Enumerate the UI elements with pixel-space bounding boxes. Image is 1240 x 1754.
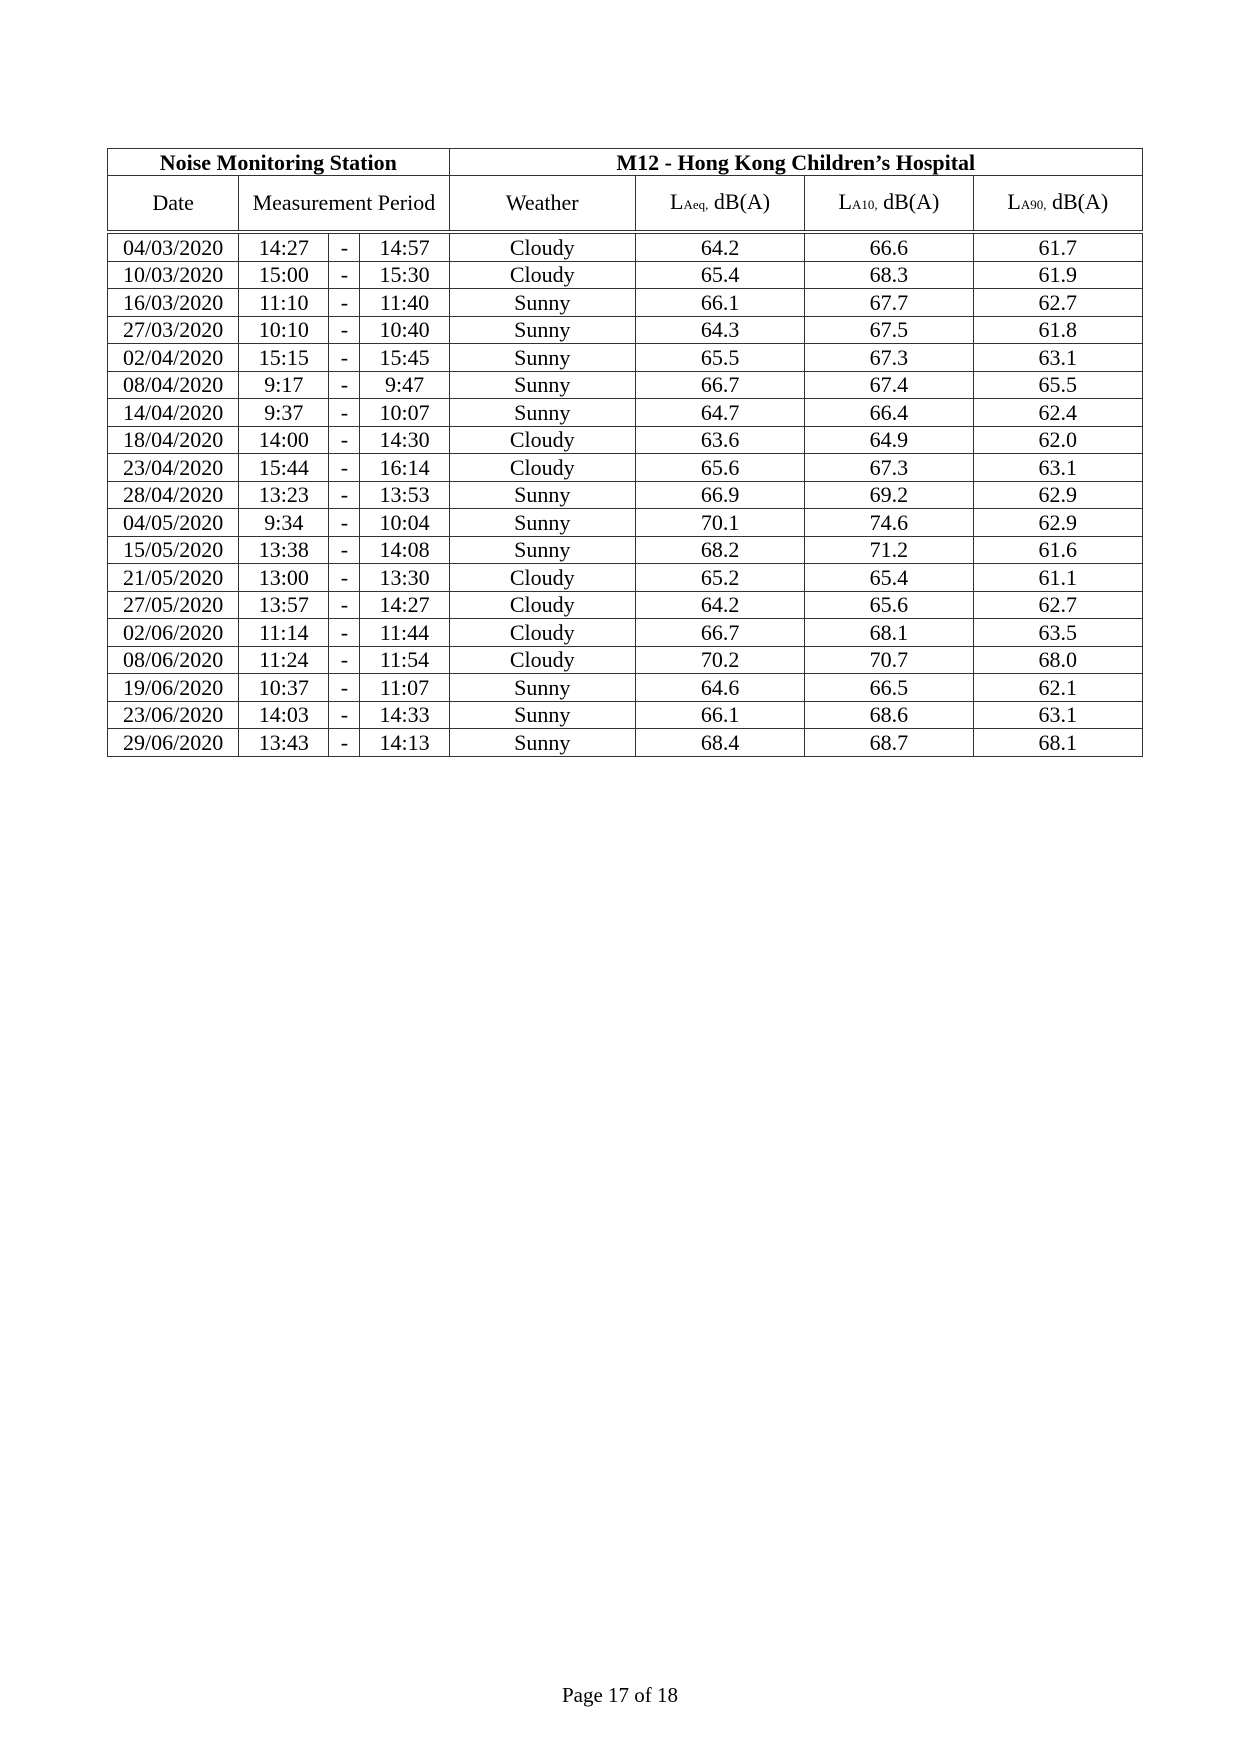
date-header: Date <box>108 176 239 233</box>
date-cell: 08/06/2020 <box>108 646 239 674</box>
weather-cell: Cloudy <box>449 564 635 592</box>
end-time-cell: 10:04 <box>360 509 449 537</box>
table-row <box>108 536 1143 564</box>
station-label: Noise Monitoring Station <box>108 149 450 176</box>
dash-cell: - <box>329 344 360 372</box>
laeq-cell: 66.9 <box>635 481 804 509</box>
start-time-cell: 13:57 <box>239 591 329 619</box>
dash-cell: - <box>329 289 360 317</box>
date-cell: 23/06/2020 <box>108 701 239 729</box>
end-time-cell: 14:27 <box>360 591 449 619</box>
la10-cell: 65.4 <box>805 564 973 592</box>
weather-cell: Sunny <box>449 371 635 399</box>
la90-cell: 62.0 <box>973 426 1142 454</box>
dash-cell: - <box>329 591 360 619</box>
table-row <box>108 454 1143 482</box>
laeq-cell: 65.5 <box>635 344 804 372</box>
weather-cell: Sunny <box>449 509 635 537</box>
weather-cell: Sunny <box>449 399 635 427</box>
laeq-cell: 64.6 <box>635 674 804 702</box>
dash-cell: - <box>329 426 360 454</box>
la10-cell: 64.9 <box>805 426 973 454</box>
dash-cell: - <box>329 536 360 564</box>
la90-cell: 63.1 <box>973 454 1142 482</box>
laeq-cell: 65.2 <box>635 564 804 592</box>
la90-cell: 61.7 <box>973 232 1142 261</box>
weather-cell: Sunny <box>449 289 635 317</box>
date-cell: 19/06/2020 <box>108 674 239 702</box>
table-row <box>108 481 1143 509</box>
laeq-cell: 64.3 <box>635 316 804 344</box>
dash-cell: - <box>329 454 360 482</box>
weather-cell: Sunny <box>449 701 635 729</box>
start-time-cell: 14:00 <box>239 426 329 454</box>
table-row <box>108 344 1143 372</box>
start-time-cell: 15:00 <box>239 261 329 289</box>
la90-cell: 62.1 <box>973 674 1142 702</box>
la90-cell: 61.9 <box>973 261 1142 289</box>
weather-cell: Cloudy <box>449 619 635 647</box>
end-time-cell: 11:40 <box>360 289 449 317</box>
table-row <box>108 646 1143 674</box>
end-time-cell: 15:30 <box>360 261 449 289</box>
date-cell: 10/03/2020 <box>108 261 239 289</box>
weather-cell: Sunny <box>449 674 635 702</box>
la90-cell: 62.9 <box>973 509 1142 537</box>
laeq-cell: 64.2 <box>635 591 804 619</box>
end-time-cell: 14:33 <box>360 701 449 729</box>
la90-cell: 62.7 <box>973 591 1142 619</box>
end-time-cell: 11:54 <box>360 646 449 674</box>
end-time-cell: 11:07 <box>360 674 449 702</box>
date-cell: 04/03/2020 <box>108 232 239 261</box>
start-time-cell: 11:24 <box>239 646 329 674</box>
weather-cell: Sunny <box>449 481 635 509</box>
end-time-cell: 11:44 <box>360 619 449 647</box>
la10-cell: 67.3 <box>805 344 973 372</box>
start-time-cell: 13:23 <box>239 481 329 509</box>
dash-cell: - <box>329 646 360 674</box>
dash-cell: - <box>329 316 360 344</box>
date-cell: 27/05/2020 <box>108 591 239 619</box>
dash-cell: - <box>329 481 360 509</box>
start-time-cell: 13:00 <box>239 564 329 592</box>
date-cell: 18/04/2020 <box>108 426 239 454</box>
end-time-cell: 14:57 <box>360 232 449 261</box>
la90-cell: 62.9 <box>973 481 1142 509</box>
weather-cell: Cloudy <box>449 232 635 261</box>
weather-cell: Cloudy <box>449 261 635 289</box>
la90-cell: 63.1 <box>973 344 1142 372</box>
laeq-cell: 66.1 <box>635 289 804 317</box>
laeq-cell: 64.7 <box>635 399 804 427</box>
weather-header: Weather <box>449 176 635 233</box>
start-time-cell: 15:44 <box>239 454 329 482</box>
start-time-cell: 15:15 <box>239 344 329 372</box>
la10-cell: 71.2 <box>805 536 973 564</box>
la90-header: LA90, dB(A) <box>973 176 1142 233</box>
la10-cell: 68.6 <box>805 701 973 729</box>
table-row <box>108 399 1143 427</box>
date-cell: 23/04/2020 <box>108 454 239 482</box>
start-time-cell: 10:37 <box>239 674 329 702</box>
la90-cell: 61.8 <box>973 316 1142 344</box>
la90-cell: 62.7 <box>973 289 1142 317</box>
table-row <box>108 289 1143 317</box>
weather-cell: Sunny <box>449 344 635 372</box>
end-time-cell: 13:30 <box>360 564 449 592</box>
table-row <box>108 729 1143 757</box>
la90-cell: 68.1 <box>973 729 1142 757</box>
noise-monitoring-table <box>107 148 1143 757</box>
table-row <box>108 591 1143 619</box>
date-cell: 16/03/2020 <box>108 289 239 317</box>
la10-header: LA10, dB(A) <box>805 176 973 233</box>
table-row <box>108 261 1143 289</box>
date-cell: 02/06/2020 <box>108 619 239 647</box>
table-row <box>108 619 1143 647</box>
date-cell: 15/05/2020 <box>108 536 239 564</box>
weather-cell: Cloudy <box>449 646 635 674</box>
date-cell: 21/05/2020 <box>108 564 239 592</box>
weather-cell: Sunny <box>449 729 635 757</box>
dash-cell: - <box>329 261 360 289</box>
start-time-cell: 14:27 <box>239 232 329 261</box>
la10-cell: 65.6 <box>805 591 973 619</box>
date-cell: 04/05/2020 <box>108 509 239 537</box>
weather-cell: Cloudy <box>449 454 635 482</box>
laeq-cell: 63.6 <box>635 426 804 454</box>
la10-cell: 66.4 <box>805 399 973 427</box>
laeq-header: LAeq, dB(A) <box>635 176 804 233</box>
laeq-cell: 64.2 <box>635 232 804 261</box>
table-row <box>108 371 1143 399</box>
end-time-cell: 15:45 <box>360 344 449 372</box>
end-time-cell: 14:13 <box>360 729 449 757</box>
start-time-cell: 11:10 <box>239 289 329 317</box>
laeq-cell: 66.1 <box>635 701 804 729</box>
dash-cell: - <box>329 232 360 261</box>
laeq-cell: 68.4 <box>635 729 804 757</box>
dash-cell: - <box>329 371 360 399</box>
measurement-period-header: Measurement Period <box>239 176 449 233</box>
la10-cell: 74.6 <box>805 509 973 537</box>
start-time-cell: 11:14 <box>239 619 329 647</box>
start-time-cell: 14:03 <box>239 701 329 729</box>
dash-cell: - <box>329 509 360 537</box>
laeq-cell: 66.7 <box>635 619 804 647</box>
la10-cell: 67.7 <box>805 289 973 317</box>
la10-cell: 67.4 <box>805 371 973 399</box>
la90-cell: 61.6 <box>973 536 1142 564</box>
laeq-cell: 70.1 <box>635 509 804 537</box>
la10-cell: 66.5 <box>805 674 973 702</box>
weather-cell: Cloudy <box>449 426 635 454</box>
la10-cell: 68.1 <box>805 619 973 647</box>
table-row <box>108 564 1143 592</box>
dash-cell: - <box>329 701 360 729</box>
date-cell: 28/04/2020 <box>108 481 239 509</box>
table-row <box>108 701 1143 729</box>
la10-cell: 67.5 <box>805 316 973 344</box>
end-time-cell: 13:53 <box>360 481 449 509</box>
table-row <box>108 509 1143 537</box>
weather-cell: Sunny <box>449 316 635 344</box>
laeq-cell: 70.2 <box>635 646 804 674</box>
dash-cell: - <box>329 619 360 647</box>
laeq-cell: 65.6 <box>635 454 804 482</box>
laeq-cell: 65.4 <box>635 261 804 289</box>
la90-cell: 65.5 <box>973 371 1142 399</box>
la90-cell: 63.1 <box>973 701 1142 729</box>
la10-cell: 67.3 <box>805 454 973 482</box>
end-time-cell: 10:40 <box>360 316 449 344</box>
la10-cell: 69.2 <box>805 481 973 509</box>
date-cell: 29/06/2020 <box>108 729 239 757</box>
station-name: M12 - Hong Kong Children’s Hospital <box>449 149 1142 176</box>
date-cell: 14/04/2020 <box>108 399 239 427</box>
end-time-cell: 10:07 <box>360 399 449 427</box>
laeq-cell: 66.7 <box>635 371 804 399</box>
weather-cell: Cloudy <box>449 591 635 619</box>
table-row <box>108 674 1143 702</box>
table-row <box>108 426 1143 454</box>
la10-cell: 70.7 <box>805 646 973 674</box>
start-time-cell: 10:10 <box>239 316 329 344</box>
start-time-cell: 9:34 <box>239 509 329 537</box>
la90-cell: 61.1 <box>973 564 1142 592</box>
date-cell: 08/04/2020 <box>108 371 239 399</box>
end-time-cell: 14:08 <box>360 536 449 564</box>
la10-cell: 68.7 <box>805 729 973 757</box>
page-number: Page 17 of 18 <box>561 1683 679 1707</box>
start-time-cell: 13:43 <box>239 729 329 757</box>
date-cell: 27/03/2020 <box>108 316 239 344</box>
la10-cell: 66.6 <box>805 232 973 261</box>
la10-cell: 68.3 <box>805 261 973 289</box>
dash-cell: - <box>329 674 360 702</box>
date-cell: 02/04/2020 <box>108 344 239 372</box>
la90-cell: 62.4 <box>973 399 1142 427</box>
la90-cell: 68.0 <box>973 646 1142 674</box>
end-time-cell: 14:30 <box>360 426 449 454</box>
table-row <box>108 316 1143 344</box>
dash-cell: - <box>329 729 360 757</box>
end-time-cell: 9:47 <box>360 371 449 399</box>
start-time-cell: 9:17 <box>239 371 329 399</box>
start-time-cell: 13:38 <box>239 536 329 564</box>
laeq-cell: 68.2 <box>635 536 804 564</box>
weather-cell: Sunny <box>449 536 635 564</box>
start-time-cell: 9:37 <box>239 399 329 427</box>
end-time-cell: 16:14 <box>360 454 449 482</box>
table-row <box>108 232 1143 261</box>
dash-cell: - <box>329 564 360 592</box>
dash-cell: - <box>329 399 360 427</box>
table-body <box>108 232 1143 756</box>
la90-cell: 63.5 <box>973 619 1142 647</box>
